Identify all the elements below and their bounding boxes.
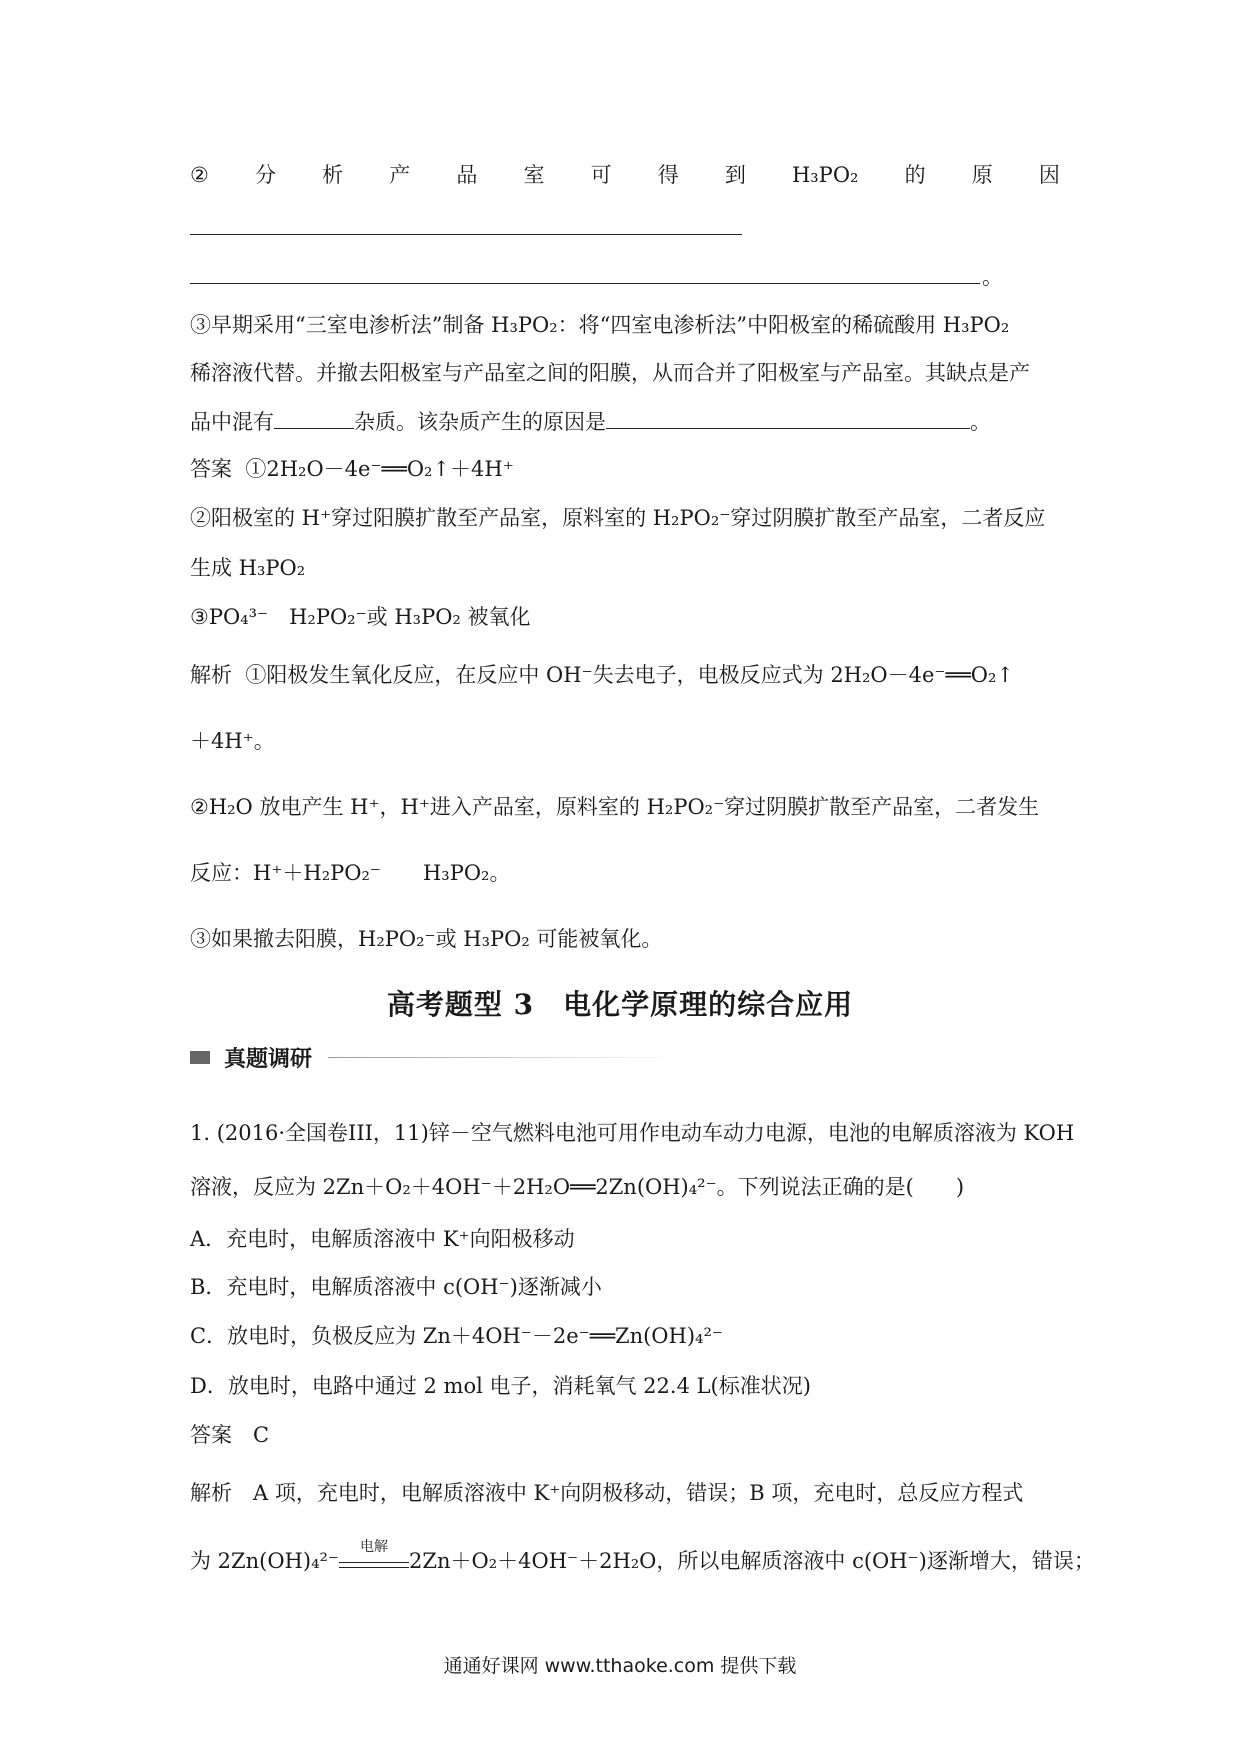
- question-stem: 1. (2016·全国卷III，11)锌－空气燃料电池可用作电动车动力电源，电池的电解质溶液为 KOH: [190, 1121, 1075, 1145]
- answer-text: ①2H₂O－4e⁻══O₂↑＋4H⁺: [245, 457, 514, 481]
- q3-text: 品中混有: [190, 410, 274, 434]
- q2-char: 到: [724, 163, 746, 187]
- q2-char: 产: [389, 163, 411, 187]
- section-heading: 高考题型 3 电化学原理的综合应用: [386, 988, 854, 1021]
- option-c: C．放电时，负极反应为 Zn＋4OH⁻－2e⁻══Zn(OH)₄²⁻: [190, 1324, 723, 1348]
- q2-char: 得: [657, 163, 679, 187]
- analysis-line: 反应：H⁺＋H₂PO₂⁻ H₃PO₂。: [190, 861, 511, 885]
- q2-char: H₃PO₂: [791, 163, 859, 187]
- q2-char: 室: [523, 163, 545, 187]
- answer-line: ②阳极室的 H⁺穿过阳膜扩散至产品室，原料室的 H₂PO₂⁻穿过阴膜扩散至产品室，二者反应: [190, 506, 1046, 530]
- question-stem: 溶液，反应为 2Zn＋O₂＋4OH⁻＋2H₂O══2Zn(OH)₄²⁻。下列说法正确的是( ): [190, 1175, 965, 1199]
- electrolysis-label: 电解: [360, 1539, 388, 1555]
- fill-blank: [274, 406, 354, 429]
- fill-blank: [606, 406, 970, 429]
- q2-char: 析: [322, 163, 344, 187]
- answer-label: 答案: [190, 457, 232, 481]
- q1-analysis: 解析 A 项，充电时，电解质溶液中 K⁺向阴极移动，错误；B 项，充电时，总反应方程式: [190, 1481, 1024, 1505]
- analysis-line: ＋4H⁺。: [190, 729, 275, 753]
- q3-text: 杂质。该杂质产生的原因是: [354, 410, 606, 434]
- q1-analysis-text: 2Zn＋O₂＋4OH⁻＋2H₂O，所以电解质溶液中 c(OH⁻)逐渐增大，错误；: [409, 1549, 1095, 1573]
- q3-line: ③早期采用“三室电渗析法”制备 H₃PO₂：将“四室电渗析法”中阳极室的稀硫酸用 H₃PO₂: [190, 313, 1010, 337]
- q2-prompt-line: [190, 160, 1060, 190]
- section-label: 真题调研: [224, 1045, 313, 1072]
- q2-char: ②: [190, 163, 209, 187]
- q1-answer: 答案 C: [190, 1423, 270, 1447]
- section-label-row: [190, 1042, 678, 1072]
- q1-analysis-text: 为 2Zn(OH)₄²⁻: [190, 1549, 339, 1573]
- q2-char: 原: [971, 163, 993, 187]
- analysis-label: 解析: [190, 663, 232, 687]
- q2-char: 可: [590, 163, 612, 187]
- answer-line: [190, 454, 1060, 484]
- section-divider: [328, 1057, 678, 1058]
- period: 。: [982, 265, 1003, 289]
- q1-analysis: [190, 1539, 1095, 1576]
- analysis-text: ①阳极发生氧化反应，在反应中 OH⁻失去电子，电极反应式为 2H₂O－4e⁻══O₂↑: [245, 663, 1015, 687]
- answer-line: ③PO₄³⁻ H₂PO₂⁻或 H₃PO₂ 被氧化: [190, 605, 531, 629]
- analysis-line: ③如果撤去阳膜，H₂PO₂⁻或 H₃PO₂ 可能被氧化。: [190, 927, 663, 951]
- option-d: D．放电时，电路中通过 2 mol 电子，消耗氧气 22.4 L(标准状况): [190, 1374, 811, 1398]
- q3-text: 。: [970, 410, 991, 434]
- option-b: B．充电时，电解质溶液中 c(OH⁻)逐渐减小: [190, 1275, 602, 1299]
- electrolysis-arrow: [339, 1539, 409, 1568]
- q3-line: [190, 406, 1060, 437]
- answer-blank-line: [190, 234, 742, 235]
- analysis-line: ②H₂O 放电产生 H⁺，H⁺进入产品室，原料室的 H₂PO₂⁻穿过阴膜扩散至产品室，二者发生: [190, 795, 1040, 819]
- footer-text: 通通好课网 www.tthaoke.com 提供下载: [443, 1655, 797, 1677]
- q3-line: 稀溶液代替。并撤去阳极室与产品室之间的阳膜，从而合并了阳极室与产品室。其缺点是产: [190, 361, 1030, 385]
- q2-char: 品: [456, 163, 478, 187]
- answer-blank-line: [190, 283, 980, 284]
- q2-char: 的: [904, 163, 926, 187]
- analysis-line: [190, 660, 1060, 690]
- q2-char: 因: [1038, 163, 1060, 187]
- section-bar-icon: [190, 1051, 210, 1064]
- q2-char: 分: [254, 163, 276, 187]
- option-a: A．充电时，电解质溶液中 K⁺向阳极移动: [190, 1227, 575, 1251]
- answer-line: 生成 H₃PO₂: [190, 556, 306, 580]
